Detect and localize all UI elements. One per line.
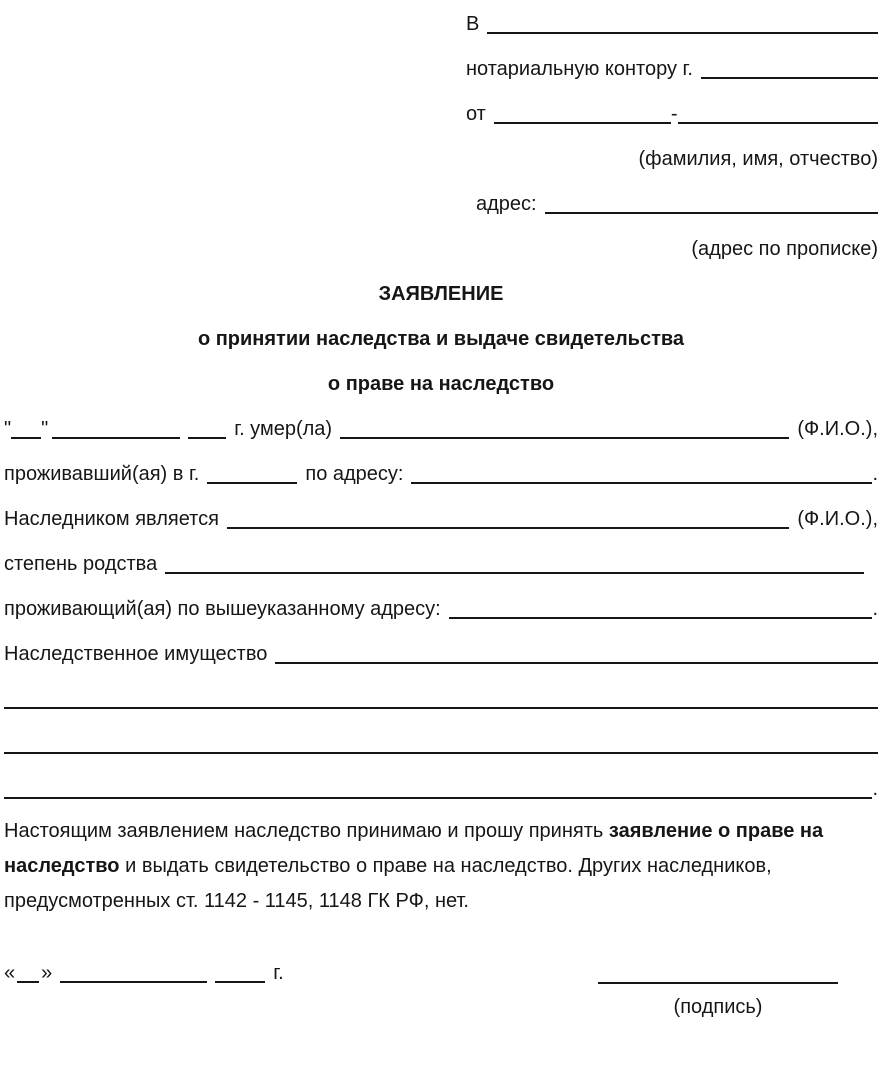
date-guillemet-close: »: [41, 962, 53, 984]
estate-extra-line-3: [4, 767, 878, 812]
notary-city-blank: [701, 51, 878, 79]
address-blank: [545, 186, 878, 214]
applicant-surname-blank: [494, 96, 671, 124]
paragraph-line-1: [4, 814, 878, 849]
residence-city-blank: [207, 456, 297, 484]
kinship-blank: [165, 546, 864, 574]
deceased-fio-caption: (Ф.И.О.),: [797, 418, 878, 440]
death-day-blank: [11, 411, 41, 439]
heir-label: Наследником является: [4, 508, 219, 530]
heir-address-period: .: [872, 598, 878, 620]
applicant-separator: -: [670, 103, 678, 125]
deceased-fio-blank: [340, 411, 789, 439]
date-quote-open: ": [4, 418, 12, 440]
residence-period: .: [872, 463, 878, 485]
notary-office-label: нотариальную контору г.: [466, 58, 693, 80]
address-caption: (адрес по прописке): [691, 238, 878, 260]
address-caption-row: [466, 227, 878, 272]
residence-address-blank: [411, 456, 872, 484]
acceptance-paragraph: [4, 814, 878, 919]
fio-caption-row: [466, 137, 878, 182]
document-title: ЗАЯВЛЕНИЕ: [378, 283, 504, 305]
heir-address-line: [4, 587, 878, 632]
paragraph-line-2: [4, 849, 878, 884]
residence-address-label: по адресу:: [305, 463, 404, 485]
footer-block: [4, 951, 878, 1022]
heir-address-label: проживающий(ая) по вышеуказанному адресу:: [4, 598, 441, 620]
document-subtitle-1: о принятии наследства и выдаче свидетельства: [197, 328, 685, 350]
paragraph-bold-2: наследство: [4, 855, 120, 877]
deceased-residence-line: [4, 452, 878, 497]
death-month-blank: [52, 411, 180, 439]
applicant-line: [466, 92, 878, 137]
estate-extra-line-1: [4, 677, 878, 722]
estate-extra-line-2: [4, 722, 878, 767]
date-year-label: г.: [273, 962, 284, 984]
death-date-line: [4, 407, 878, 452]
date-field: [4, 951, 284, 996]
signature-blank: [598, 951, 838, 984]
document-subtitle-2: о праве на наследство: [327, 373, 555, 395]
died-label: г. умер(ла): [234, 418, 333, 440]
paragraph-text-3: предусмотренных ст. 1142 - 1145, 1148 ГК РФ, нет.: [4, 890, 469, 912]
applicant-address-line: [466, 182, 878, 227]
paragraph-bold-1: заявление о праве на: [608, 820, 824, 842]
estate-line: [4, 632, 878, 677]
heir-address-blank: [449, 591, 873, 619]
date-year-blank: [215, 955, 265, 983]
from-label: от: [466, 103, 486, 125]
applicant-name-blank: [678, 96, 878, 124]
court-name-blank: [487, 6, 878, 34]
addressee-block: [466, 2, 878, 272]
fio-caption: (фамилия, имя, отчество): [638, 148, 878, 170]
body-block: [4, 407, 878, 812]
heir-fio-caption: (Ф.И.О.),: [797, 508, 878, 530]
date-day-blank: [17, 955, 39, 983]
court-name-label: В: [466, 13, 480, 35]
date-guillemet-open: «: [4, 962, 16, 984]
notary-office-line: [466, 47, 878, 92]
court-name-line: [466, 2, 878, 47]
paragraph-text-2: и выдать свидетельство о праве на наследство. Других наследников,: [125, 855, 772, 877]
signature-field: [598, 951, 838, 1022]
date-quote-close: ": [41, 418, 49, 440]
estate-blank-1: [275, 636, 878, 664]
estate-blank-2: [4, 681, 878, 709]
signature-caption: (подпись): [673, 996, 763, 1018]
kinship-line: [4, 542, 878, 587]
death-year-blank: [188, 411, 226, 439]
paragraph-text-1: Настоящим заявлением наследство принимаю и прошу принять: [4, 820, 604, 842]
estate-label: Наследственное имущество: [4, 643, 268, 665]
heir-line: [4, 497, 878, 542]
date-month-blank: [60, 955, 207, 983]
paragraph-line-3: [4, 884, 878, 919]
estate-blank-4: [4, 771, 872, 799]
estate-period: .: [872, 778, 878, 800]
address-label: адрес:: [476, 193, 537, 215]
heir-fio-blank: [227, 501, 789, 529]
residence-label: проживавший(ая) в г.: [4, 463, 200, 485]
kinship-label: степень родства: [4, 553, 158, 575]
estate-blank-3: [4, 726, 878, 754]
title-block: [4, 272, 878, 407]
